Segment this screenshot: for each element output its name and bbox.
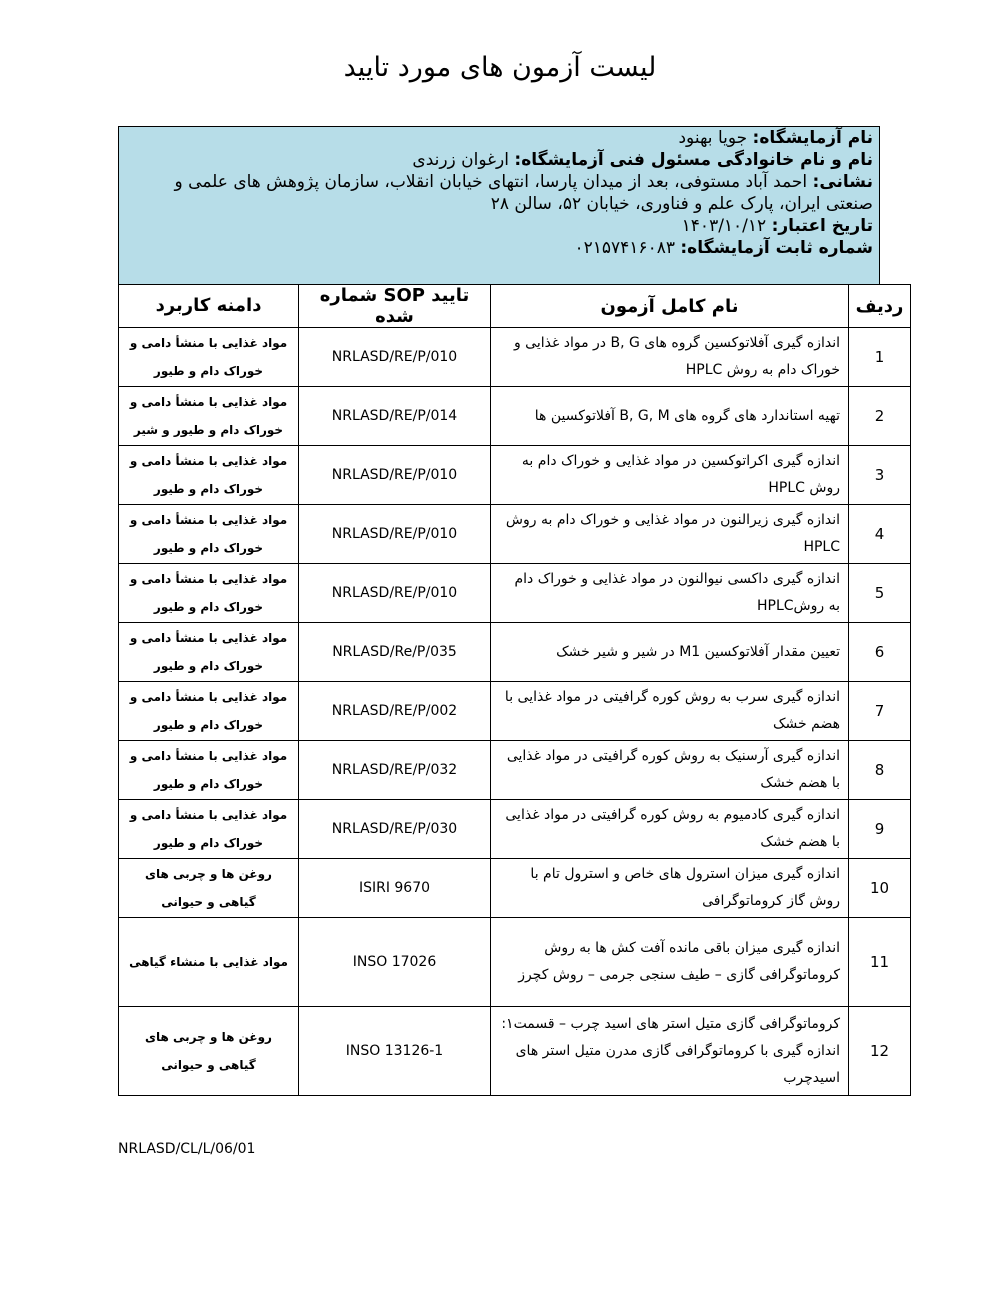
application-domain: مواد غذایی با منشأ دامی و خوراک دام و طیور: [119, 741, 299, 800]
row-number: 11: [849, 918, 911, 1007]
row-number: 6: [849, 623, 911, 682]
tests-table: [118, 284, 911, 1096]
sop-code: NRLASD/RE/P/010: [299, 564, 491, 623]
table-row: [119, 741, 911, 800]
table-row: [119, 564, 911, 623]
manager-value: ارغوان زرندی: [412, 150, 509, 170]
application-domain: مواد غذایی با منشأ دامی و خوراک دام و طیور: [119, 800, 299, 859]
table-row: [119, 328, 911, 387]
row-number: 4: [849, 505, 911, 564]
test-name: کروماتوگرافی گازی متیل استر های اسید چرب – قسمت۱: اندازه گیری با کروماتوگرافی گازی مدرن متیل استر های اسیدچرب: [491, 1007, 849, 1096]
table-row: [119, 505, 911, 564]
header-row-number: ردیف: [849, 285, 911, 328]
table-row: [119, 1007, 911, 1096]
table-row: [119, 859, 911, 918]
row-number: 12: [849, 1007, 911, 1096]
application-domain: مواد غذایی با منشأ دامی و خوراک دام و طیور: [119, 682, 299, 741]
table-row: [119, 387, 911, 446]
sop-code: NRLASD/RE/P/010: [299, 328, 491, 387]
sop-code: NRLASD/RE/P/010: [299, 446, 491, 505]
address-label: نشانی:: [812, 172, 873, 192]
row-number: 3: [849, 446, 911, 505]
application-domain: مواد غذایی با منشأ دامی و خوراک دام و طیور: [119, 446, 299, 505]
sop-code: INSO 13126-1: [299, 1007, 491, 1096]
document-code: NRLASD/CL/L/06/01: [118, 1141, 256, 1157]
test-name: تعیین مقدار آفلاتوکسین M1 در شیر و شیر خشک: [491, 623, 849, 682]
row-number: 8: [849, 741, 911, 800]
test-name: اندازه گیری زیرالنون در مواد غذایی و خوراک دام به روش HPLC: [491, 505, 849, 564]
test-name: اندازه گیری آرسنیک به روش کوره گرافیتی در مواد غذایی با هضم خشک: [491, 741, 849, 800]
header-test-name: نام کامل آزمون: [491, 285, 849, 328]
manager-line: [123, 149, 873, 171]
lab-name-line: [123, 127, 873, 149]
sop-code: ISIRI 9670: [299, 859, 491, 918]
phone-line: [123, 237, 873, 259]
row-number: 5: [849, 564, 911, 623]
table-row: [119, 446, 911, 505]
test-name: اندازه گیری اکراتوکسین در مواد غذایی و خوراک دام به روش HPLC: [491, 446, 849, 505]
sop-code: NRLASD/Re/P/035: [299, 623, 491, 682]
application-domain: مواد غذایی با منشأ دامی و خوراک دام و طیور: [119, 623, 299, 682]
table-row: [119, 623, 911, 682]
validity-label: تاریخ اعتبار:: [771, 216, 873, 236]
header-domain: دامنه کاربرد: [119, 285, 299, 328]
table-row: [119, 918, 911, 1007]
sop-code: NRLASD/RE/P/030: [299, 800, 491, 859]
page-title: لیست آزمون های مورد تایید: [343, 52, 657, 83]
sop-code: NRLASD/RE/P/002: [299, 682, 491, 741]
table-row: [119, 800, 911, 859]
test-name: اندازه گیری میزان باقی مانده آفت کش ها به روش کروماتوگرافی گازی – طیف سنجی جرمی – روش کچرز: [491, 918, 849, 1007]
validity-value: ۱۴۰۳/۱۰/۱۲: [681, 216, 767, 236]
test-name: اندازه گیری داکسی نیوالنون در مواد غذایی و خوراک دام به روشHPLC: [491, 564, 849, 623]
sop-code: INSO 17026: [299, 918, 491, 1007]
lab-info-box: [118, 126, 880, 284]
phone-value: ۰۲۱۵۷۴۱۶۰۸۳: [574, 238, 675, 258]
row-number: 9: [849, 800, 911, 859]
row-number: 10: [849, 859, 911, 918]
test-name: اندازه گیری آفلاتوکسین گروه های B, G در مواد غذایی و خوراک دام به روش HPLC: [491, 328, 849, 387]
phone-label: شماره ثابت آزمایشگاه:: [680, 238, 873, 258]
lab-name-value: جویا بهنود: [678, 128, 748, 148]
lab-name-label: نام آزمایشگاه:: [752, 128, 873, 148]
application-domain: روغن ها و چربی های گیاهی و حیوانی: [119, 859, 299, 918]
application-domain: مواد غذایی با منشأ دامی و خوراک دام و طیور: [119, 564, 299, 623]
validity-line: [123, 215, 873, 237]
table-header-row: [119, 285, 911, 328]
row-number: 2: [849, 387, 911, 446]
sop-code: NRLASD/RE/P/010: [299, 505, 491, 564]
test-name: اندازه گیری سرب به روش کوره گرافیتی در مواد غذایی با هضم خشک: [491, 682, 849, 741]
header-sop: شماره SOP تایید شده: [299, 285, 491, 328]
manager-label: نام و نام خانوادگی مسئول فنی آزمایشگاه:: [514, 150, 873, 170]
row-number: 7: [849, 682, 911, 741]
sop-code: NRLASD/RE/P/014: [299, 387, 491, 446]
application-domain: مواد غذایی با منشاء گیاهی: [119, 918, 299, 1007]
address-line: [123, 171, 873, 215]
row-number: 1: [849, 328, 911, 387]
application-domain: مواد غذایی با منشأ دامی و خوراک دام و طیور: [119, 505, 299, 564]
application-domain: روغن ها و چربی های گیاهی و حیوانی: [119, 1007, 299, 1096]
application-domain: مواد غذایی با منشأ دامی و خوراک دام و طیور: [119, 328, 299, 387]
test-name: اندازه گیری میزان استرول های خاص و استرول تام با روش گاز کروماتوگرافی: [491, 859, 849, 918]
table-row: [119, 682, 911, 741]
application-domain: مواد غذایی با منشأ دامی و خوراک دام و طیور و شیر: [119, 387, 299, 446]
test-name: اندازه گیری کادمیوم به روش کوره گرافیتی در مواد غذایی با هضم خشک: [491, 800, 849, 859]
address-value: احمد آباد مستوفی، بعد از میدان پارسا، انتهای خیابان انقلاب، سازمان پژوهش های علمی و صنعتی ایران، پارک علم و فناوری، خیابان ۵۲، سالن ۲۸: [174, 172, 873, 214]
test-name: تهیه استاندارد های گروه های B, G, M آفلاتوکسین ها: [491, 387, 849, 446]
sop-code: NRLASD/RE/P/032: [299, 741, 491, 800]
